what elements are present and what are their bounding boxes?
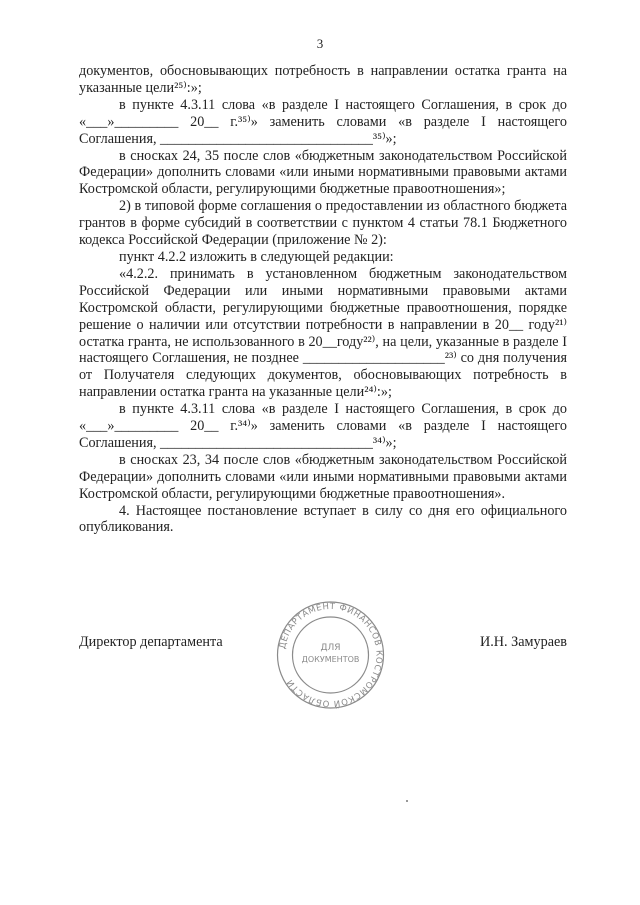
stamp-seal xyxy=(263,600,398,710)
signatory-name: И.Н. Замураев xyxy=(480,634,567,650)
scan-speck xyxy=(406,800,408,802)
page-number: 3 xyxy=(316,36,324,51)
department-stamp xyxy=(263,600,398,710)
paragraph: в пункте 4.3.11 слова «в разделе I настоящего Соглашения, в срок до «___»_________ 20__ г.³⁴⁾» заменить словами «в разделе I настоящего Соглашения, ______________________________³⁴⁾»; xyxy=(79,401,567,451)
paragraph: в сносках 23, 34 после слов «бюджетным законодательством Российской Федерации» дополнить словами «или иными нормативными правовыми актами Костромской области, регулирующими бюджетные правоотношения». xyxy=(79,451,567,502)
stamp-inner-line1: ДЛЯ xyxy=(320,643,341,653)
paragraph: «4.2.2. принимать в установленном бюджетным законодательством Российской Федерации или иными нормативными правовыми актами Костромской области, регулирующими бюджетные правоотношения, порядке решение о наличии или отсутствии потребности в направлении в 20__ году²¹⁾ остатка гранта, не использованного в 20__году²²⁾, на цели, указанные в разделе I настоящего Соглашения, не позднее ____________________²³⁾ со дня получения от Получателя следующих документов, обосновывающих потребность в направлении остатка гранта на указанные цели²⁴⁾:»; xyxy=(79,265,567,401)
signatory-title: Директор департамента xyxy=(79,634,223,650)
paragraph: в сносках 24, 35 после слов «бюджетным законодательством Российской Федерации» дополнить словами «или иными нормативными правовыми актами Костромской области, регулирующими бюджетные правоотношения»; xyxy=(79,147,567,198)
stamp-inner-line2: ДОКУМЕНТОВ xyxy=(301,655,360,664)
paragraph: документов, обосновывающих потребность в направлении остатка гранта на указанные цели²⁵⁾:»; xyxy=(79,63,567,96)
document-body xyxy=(79,63,567,536)
paragraph: 4. Настоящее постановление вступает в силу со дня его официального опубликования. xyxy=(79,502,567,536)
stamp-outer-text: ДЕПАРТАМЕНТ ФИНАНСОВ КОСТРОМСКОЙ ОБЛАСТИ xyxy=(277,601,384,709)
paragraph: пункт 4.2.2 изложить в следующей редакции: xyxy=(119,248,394,265)
paragraph: 2) в типовой форме соглашения о предоставлении из областного бюджета грантов в форме субсидий в соответствии с пунктом 4 статьи 78.1 Бюджетного кодекса Российской Федерации (приложение № 2): xyxy=(79,198,567,249)
paragraph: в пункте 4.3.11 слова «в разделе I настоящего Соглашения, в срок до «___»_________ 20__ г.³⁵⁾» заменить словами «в разделе I настоящего Соглашения, ______________________________³⁵⁾»; xyxy=(79,96,567,147)
